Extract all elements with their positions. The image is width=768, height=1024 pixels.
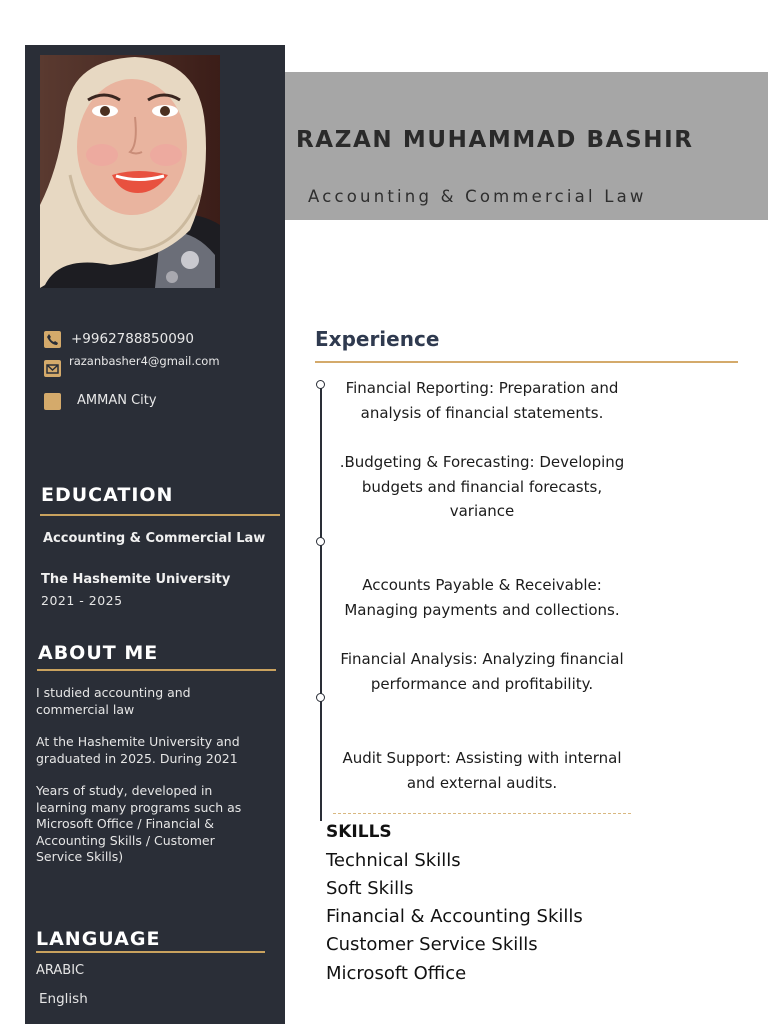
email-icon bbox=[44, 360, 61, 377]
experience-item: Financial Analysis: Analyzing financial performance and profitability. bbox=[340, 650, 624, 693]
education-years: 2021 - 2025 bbox=[41, 593, 123, 608]
language-item: ARABIC bbox=[36, 963, 85, 978]
skill-item: Financial & Accounting Skills bbox=[326, 906, 583, 927]
email-address[interactable]: razanbasher4@gmail.com bbox=[69, 354, 220, 368]
about-paragraph-1: I studied accounting and commercial law bbox=[36, 685, 191, 717]
skill-item: Customer Service Skills bbox=[326, 934, 538, 955]
skill-item: Microsoft Office bbox=[326, 963, 467, 984]
about-paragraph-2: At the Hashemite University and graduated in 2025. During 2021 bbox=[36, 734, 240, 766]
candidate-name: RAZAN MUHAMMAD BASHIR bbox=[296, 127, 694, 153]
experience-end-divider bbox=[333, 813, 631, 814]
timeline-dot bbox=[316, 380, 325, 389]
experience-item: Audit Support: Assisting with internal and external audits. bbox=[342, 749, 622, 792]
experience-timeline bbox=[320, 384, 322, 821]
about-heading: ABOUT ME bbox=[38, 642, 159, 664]
phone-number[interactable]: +9962788850090 bbox=[71, 331, 194, 347]
education-divider bbox=[40, 514, 280, 516]
location-text: AMMAN City bbox=[77, 393, 157, 408]
experience-item: Accounts Payable & Receivable: Managing payments and collections. bbox=[344, 576, 620, 619]
phone-icon bbox=[44, 331, 61, 348]
experience-heading: Experience bbox=[315, 327, 440, 351]
candidate-title: Accounting & Commercial Law bbox=[308, 187, 647, 206]
skill-item: Technical Skills bbox=[326, 850, 461, 871]
about-divider bbox=[37, 669, 276, 671]
education-heading: EDUCATION bbox=[41, 484, 174, 506]
about-paragraph-3: Years of study, developed in learning many programs such as Microsoft Office / Financial & Accounting Skills / Customer Service Skills) bbox=[36, 783, 242, 864]
timeline-dot bbox=[316, 537, 325, 546]
experience-divider bbox=[315, 361, 738, 363]
language-item: English bbox=[39, 991, 88, 1007]
skill-item: Soft Skills bbox=[326, 878, 414, 899]
language-divider bbox=[36, 951, 265, 953]
timeline-dot bbox=[316, 693, 325, 702]
location-icon bbox=[44, 393, 61, 410]
experience-item: .Budgeting & Forecasting: Developing budgets and financial forecasts, variance bbox=[339, 453, 625, 520]
education-school: The Hashemite University bbox=[41, 572, 231, 587]
language-heading: LANGUAGE bbox=[36, 928, 161, 950]
profile-photo bbox=[40, 55, 220, 288]
experience-item: Financial Reporting: Preparation and analysis of financial statements. bbox=[345, 379, 619, 422]
education-degree: Accounting & Commercial Law bbox=[43, 531, 266, 546]
skills-heading: SKILLS bbox=[326, 822, 392, 842]
